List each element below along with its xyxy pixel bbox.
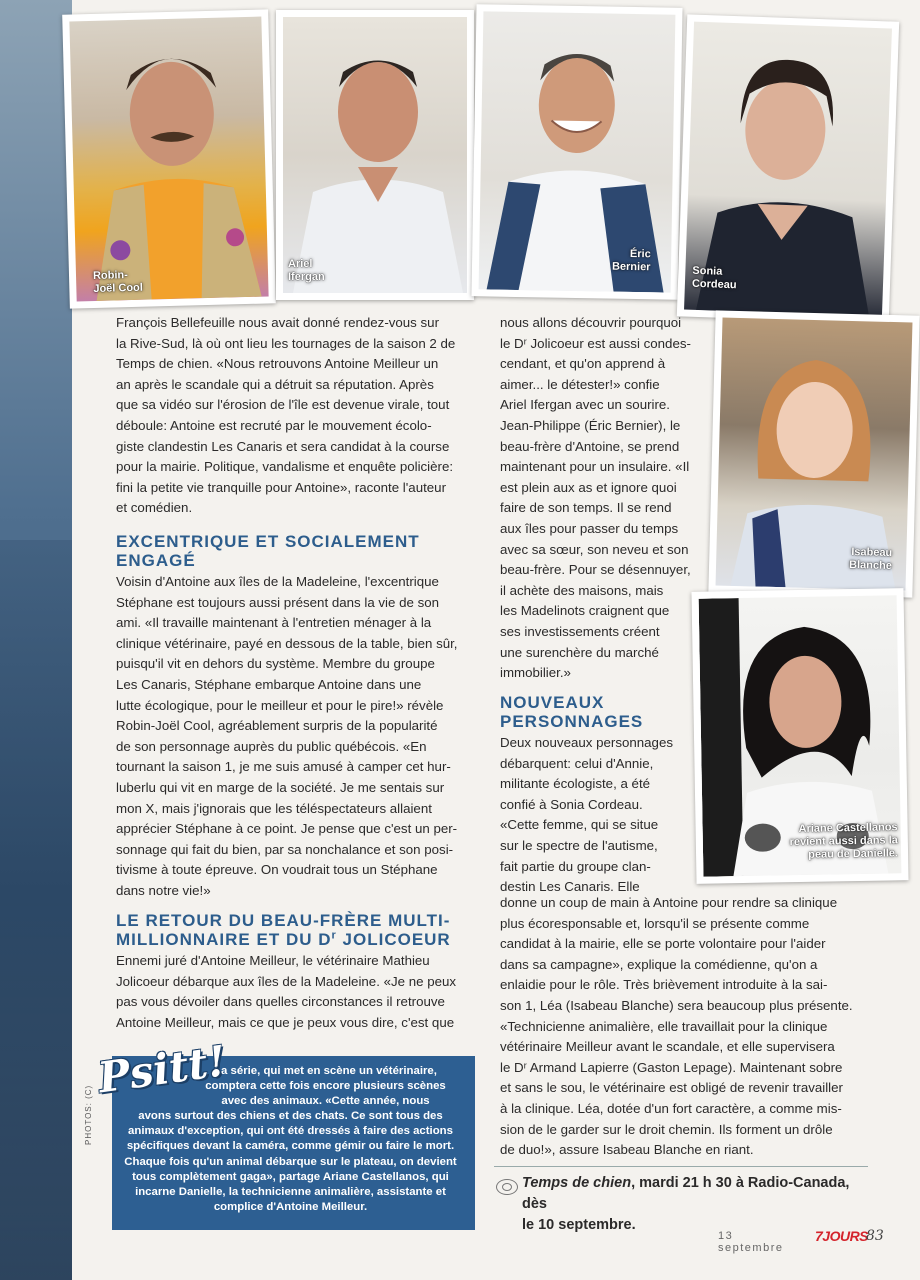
caption-line: Ifergan	[288, 271, 325, 283]
text-line: aimer... le détester!» confie	[500, 376, 660, 392]
portrait-illustration	[69, 17, 268, 302]
text-line: le Dʳ Jolicoeur est aussi condes-	[500, 335, 691, 351]
sidebar-line: incarne Danielle, la technicienne animalière, assistante et	[135, 1185, 446, 1198]
text-line: Ennemi juré d'Antoine Meilleur, le vétérinaire Mathieu	[116, 953, 430, 968]
text-line: son 1, Léa (Isabeau Blanche) sera beaucoup plus présente.	[500, 997, 853, 1013]
photo-eric-bernier	[471, 4, 682, 300]
section-nouveaux-personnages	[500, 693, 710, 898]
text-line: clinique vétérinaire, payé en dessous de la table, bien sûr,	[116, 635, 458, 651]
text-line: aux îles pour passer du temps	[500, 520, 679, 536]
photo-sonia-cordeau	[677, 14, 899, 323]
text-line: militante écologiste, a été	[500, 776, 651, 792]
text-line: tournant la saison 1, je me suis amusé à camper cet hur-	[116, 759, 451, 775]
text-line: il achète des maisons, mais	[500, 582, 664, 598]
magazine-logo: 7JOURS	[815, 1228, 869, 1244]
text-line: le Dʳ Armand Lapierre (Gaston Lepage). Maintenant sobre	[500, 1059, 843, 1075]
text-line: plus écoresponsable et, lorsqu'il se présente comme	[500, 915, 810, 931]
text-line: pas vous dévoiler dans quelles circonstances il retrouve	[116, 994, 445, 1010]
text-line: candidat à la mairie, elle se porte volontaire pour l'aider	[500, 936, 826, 952]
intro-paragraph	[116, 313, 486, 519]
section-beau-frere	[116, 911, 486, 1033]
portrait-illustration	[283, 17, 467, 293]
text-line: débarquent: celui d'Annie,	[500, 755, 654, 771]
text-line: Robin-Joël Cool, agréablement surpris de la popularité	[116, 718, 438, 734]
text-line: Jolicoeur débarque aux îles de la Madeleine. «Je ne peux	[116, 973, 457, 989]
caption-line: Sonia	[692, 264, 723, 278]
sidebar-line: La série, qui met en scène un vétérinaire,	[214, 1065, 437, 1077]
text-line: giste clandestin Les Canaris et sera candidat à la course	[116, 438, 450, 454]
text-line: pour la mairie. Politique, vandalisme et enquête policière:	[116, 459, 454, 475]
section-heading: EXCENTRIQUE ET SOCIALEMENT ENGAGÉ	[116, 532, 420, 570]
text-line: luberlu qui vit en marge de la société. Je me sentais sur	[116, 779, 445, 795]
section-heading: LE RETOUR DU BEAU-FRÈRE MULTI- MILLIONNAIRE ET DU $D^r$ JOLICOEUR	[116, 911, 451, 949]
tv-icon	[496, 1179, 518, 1195]
text-line: Deux nouveaux personnages	[500, 735, 673, 750]
text-line: destin Les Canaris. Elle	[500, 879, 640, 895]
text-line: faire de son temps. Il se rend	[500, 500, 672, 516]
text-line: sion de le garder sur le droit chemin. Ils forment un drôle	[500, 1121, 833, 1137]
text-line: dans sa campagne», explique la comédienne, qu'on a	[500, 956, 818, 972]
text-line: de son personnage auprès du public québécois. «En	[116, 738, 427, 754]
text-line: sonnage qui fait du bien, par sa nonchalance et son posi-	[116, 841, 454, 857]
section-nouveaux-continued	[500, 893, 880, 1161]
text-line: an après le scandale qui a détruit sa réputation. Après	[116, 376, 434, 392]
text-line: déboule: Antoine est recruté par le mouvement écolo-	[116, 417, 432, 433]
section-heading: NOUVEAUX PERSONNAGES	[500, 693, 644, 731]
show-title: Temps de chien	[522, 1175, 632, 1191]
caption-line: Robin-	[92, 269, 129, 283]
text-line: fait partie du groupe clan-	[500, 858, 651, 874]
photo-isabeau-blanche	[708, 310, 919, 597]
text-line: Temps de chien. «Nous retrouvons Antoine Meilleur un	[116, 356, 439, 372]
text-line: Ariel Ifergan avec un sourire.	[500, 397, 670, 413]
text-line: de duo!», assure Isabeau Blanche en riant.	[500, 1142, 754, 1158]
sidebar-line: Chaque fois qu'un animal débarque sur le plateau, on devient	[124, 1155, 457, 1168]
text-line: et sans le sou, le vétérinaire est obligé de revenir travailler	[500, 1080, 843, 1096]
text-line: François Bellefeuille nous avait donné rendez-vous sur	[116, 315, 440, 330]
issue-date: 13 septembre	[718, 1230, 784, 1254]
sidebar-line: complice d'Antoine Meilleur.	[213, 1200, 368, 1213]
sidebar-line: comptera cette fois encore plusieurs scènes	[205, 1080, 446, 1093]
text-line: maintenant pour un insulaire. «Il	[500, 459, 690, 475]
text-line: ami. «Il travaille maintenant à l'entretien ménager à la	[116, 615, 432, 631]
text-line: Antoine Meilleur, mais ce que je peux vous dire, c'est que	[116, 1014, 455, 1030]
text-line: tivisme à toute épreuve. On voudrait tous un Stéphane	[116, 862, 438, 878]
text-line: enlaidie pour le rôle. Très brièvement introduite à la sai-	[500, 977, 828, 993]
caption-line: Bernier	[611, 260, 651, 274]
text-line: Voisin d'Antoine aux îles de la Madeleine, l'excentrique	[116, 574, 439, 589]
caption-line: Isabeau	[851, 546, 893, 560]
text-line: une surenchère du marché	[500, 644, 659, 660]
photo-ariane-castellanos	[691, 588, 908, 884]
broadcast-info	[494, 1166, 868, 1236]
text-line: lutte écologique, pour le meilleur et pour le pire!» révèle	[116, 697, 444, 713]
text-line: à la clinique. Léa, dotée d'un fort caractère, a comme mis-	[500, 1100, 842, 1116]
caption-line: Blanche	[848, 558, 893, 573]
caption-line: peau de Danielle.	[808, 847, 899, 861]
text-line: est plein aux as et ignore quoi	[500, 479, 677, 495]
text-line: que sa vidéo sur l'érosion de l'île est devenue virale, tout	[116, 397, 450, 413]
text-line: puisqu'il vit en dehors du système. Membre du groupe	[116, 656, 435, 672]
facing-page-edge	[0, 0, 72, 1280]
text-line: apprécier Stéphane à ce point. Je pense que c'est un per-	[116, 821, 458, 837]
broadcast-date: le 10 septembre.	[522, 1217, 636, 1233]
text-line: dans notre vie!»	[116, 882, 211, 898]
caption-line: Ariane Castellanos	[798, 821, 898, 836]
text-line: cendant, et qu'on apprend à	[500, 356, 666, 372]
text-line: fini la petite vie tranquille pour Antoine», raconte l'auteur	[116, 479, 447, 495]
text-line: et comédien.	[116, 500, 193, 516]
column-2-text	[500, 313, 710, 684]
caption-line: Ariel	[288, 258, 313, 270]
caption-line: Joël Cool	[93, 281, 144, 296]
text-line: avec sa sœur, son neveu et son	[500, 541, 689, 557]
caption-line: Cordeau	[691, 277, 737, 292]
page-number: 83	[866, 1228, 884, 1244]
text-line: vétérinaire Meilleur avant le scandale, et elle supervisera	[500, 1039, 835, 1055]
text-line: Stéphane est toujours aussi présent dans la vie de son	[116, 594, 440, 610]
sidebar-line: animaux d'exception, qui ont été dressés à faire des actions	[128, 1125, 453, 1138]
text-line: sur le spectre de l'autisme,	[500, 837, 658, 853]
text-line: Jean-Philippe (Éric Bernier), le	[500, 417, 681, 433]
text-line: confié à Sonia Cordeau.	[500, 796, 643, 812]
psitt-logo: Psitt!	[95, 1036, 230, 1103]
text-line: ses investissements créent	[500, 623, 660, 639]
text-line: «Cette femme, qui se situe	[500, 817, 659, 833]
photo-robin-joel-cool	[62, 9, 276, 308]
broadcast-time: , mardi 21 h 30 à Radio-Canada, dès	[522, 1175, 850, 1212]
photo-credit: PHOTOS: (C)	[84, 1084, 93, 1145]
text-line: les Madelinots craignent que	[500, 603, 670, 619]
text-line: immobilier.»	[500, 665, 571, 681]
text-line: beau-frère. Pour se désennuyer,	[500, 562, 691, 578]
photo-ariel-ifergan	[276, 10, 474, 300]
caption-line: revient aussi dans la	[789, 834, 898, 849]
sidebar-line: spécifiques devant la caméra, comme gémir ou faire le mort.	[126, 1140, 455, 1153]
sidebar-line: avons surtout des chiens et des chats. Ce sont tous des	[138, 1110, 443, 1123]
text-line: «Technicienne animalière, elle travaillait pour la clinique	[500, 1018, 828, 1034]
text-line: donne un coup de main à Antoine pour rendre sa clinique	[500, 895, 838, 910]
text-line: mon X, mais j'ignorais que les téléspectateurs allaient	[116, 800, 432, 816]
sidebar-line: tous complètement gaga», partage Ariane Castellanos, qui	[132, 1170, 449, 1183]
sidebar-line: avec des animaux. «Cette année, nous	[221, 1095, 430, 1108]
text-line: nous allons découvrir pourquoi	[500, 315, 682, 330]
text-line: la Rive-Sud, là où ont lieu les tournages de la saison 2 de	[116, 335, 456, 351]
section-excentrique	[116, 532, 486, 902]
text-line: beau-frère d'Antoine, se prend	[500, 438, 680, 454]
text-line: Les Canaris, Stéphane embarque Antoine dans une	[116, 676, 422, 692]
caption-line: Éric	[629, 247, 651, 261]
